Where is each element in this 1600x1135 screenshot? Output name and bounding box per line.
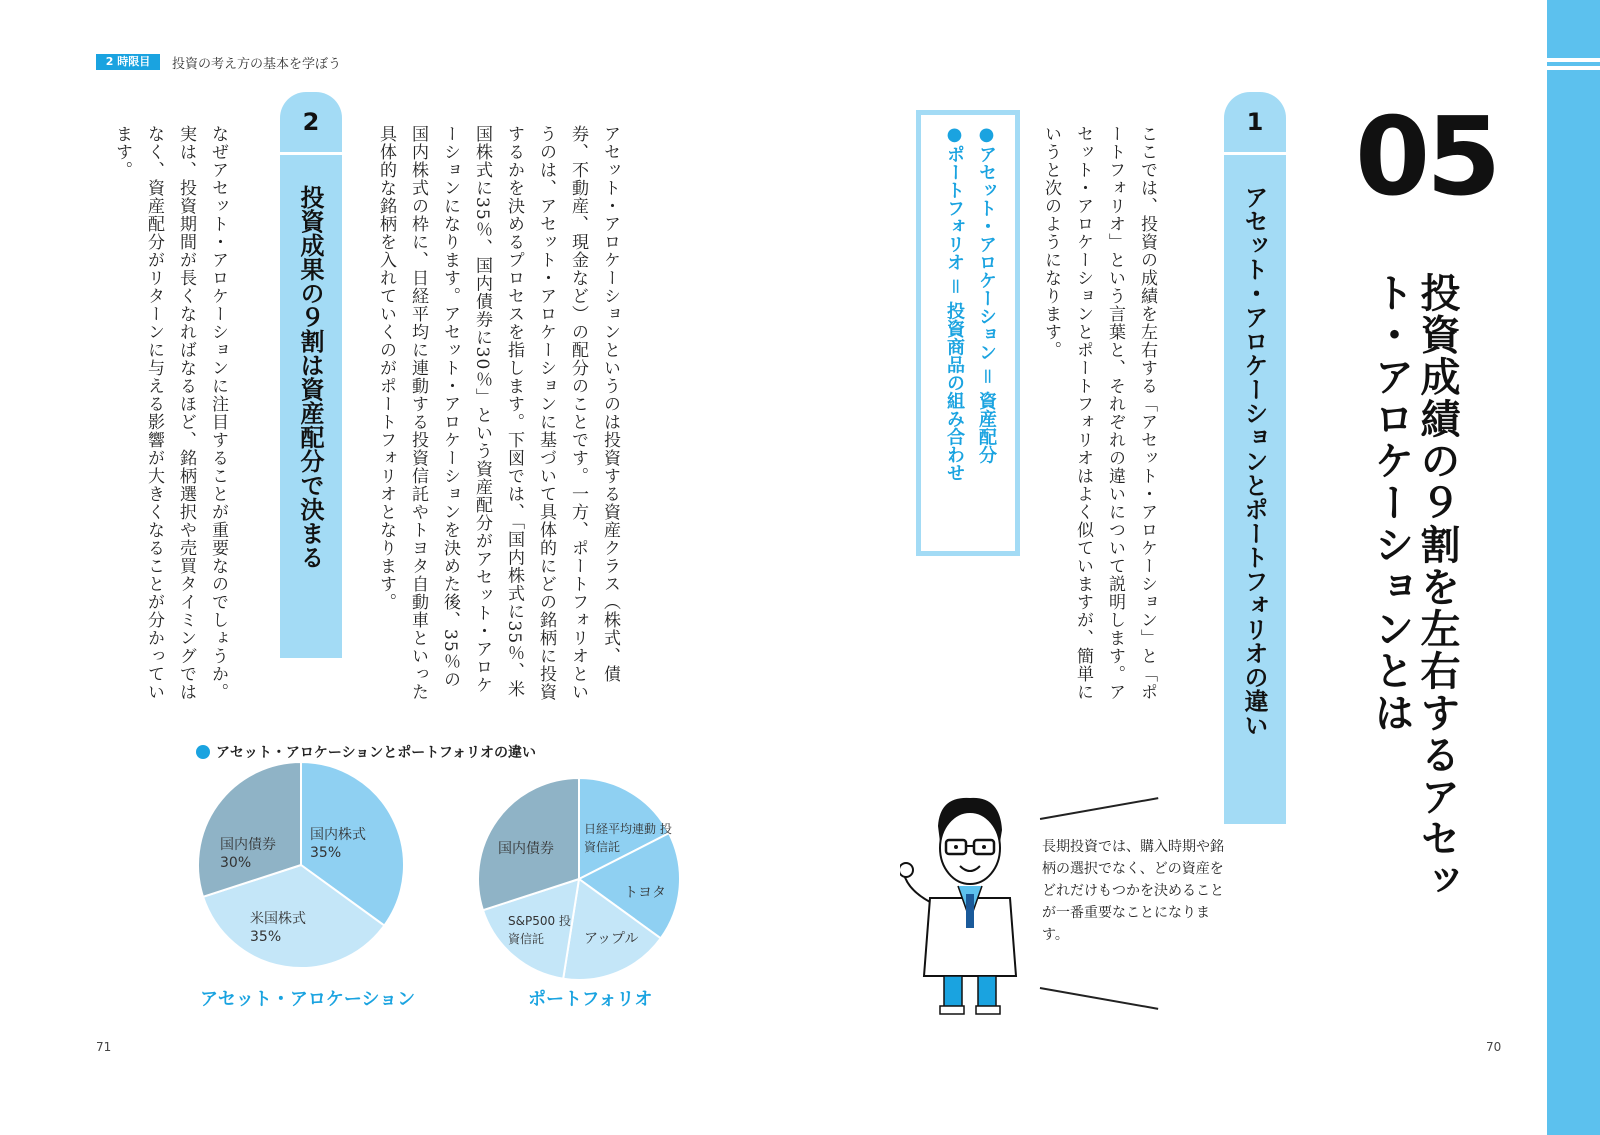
pie1-label-us-stock: 米国株式 35%: [250, 911, 306, 945]
edge-bar-top: [1547, 0, 1600, 58]
edge-bar-main: [1547, 70, 1600, 1135]
edge-bar-thin: [1547, 62, 1600, 66]
pie1-label-domestic-bond: 国内債券 30%: [220, 837, 276, 871]
pie2-label-apple: アップル: [584, 931, 639, 947]
doctor-speech-text: 長期投資では、購入時期や銘柄の選択でなく、どの資産をどれだけもつかを決めることが一番重要なことになります。: [1042, 839, 1224, 943]
chapter-badge: 2 時限目: [96, 54, 160, 70]
heading1-number: 1: [1246, 108, 1264, 136]
heading2-number: 2: [302, 108, 320, 136]
heading2-text: 投資成果の９割は資産配分で決まる: [296, 185, 324, 569]
heading1-text: アセット・アロケーションとポートフォリオの違い: [1240, 185, 1268, 737]
speech-line-top: [1040, 797, 1158, 819]
caption-bullet-icon: [196, 745, 210, 759]
heading2-divider: [280, 152, 342, 155]
pie2-label-domestic-bond: 国内債券: [498, 841, 554, 857]
doctor-illustration-icon: [900, 790, 1030, 1020]
pie1-label-domestic-stock: 国内株式 35%: [310, 827, 366, 861]
page-number-left: 71: [96, 1040, 112, 1054]
pie2-title: ポートフォリオ: [528, 989, 653, 1010]
definition-line-asset-allocation: ●アセット・アロケーション ＝ 資産配分: [976, 124, 997, 464]
pie2-label-toyota: トヨタ: [624, 885, 666, 901]
section-number: 05: [1355, 95, 1498, 220]
pie1-title: アセット・アロケーション: [200, 989, 416, 1010]
definition-line-portfolio: ●ポートフォリオ ＝ 投資商品の組み合わせ: [944, 124, 965, 482]
section-title: 投資成績の９割を左右するアセット・アロケーションとは: [1368, 272, 1460, 902]
pie2-label-sp500-fund: S&P500 投資信託: [508, 914, 571, 946]
speech-line-bottom: [1040, 987, 1158, 1009]
definition-text: [938, 124, 1002, 544]
heading1-divider: [1224, 152, 1286, 155]
intro-paragraph: ここでは、投資の成績を左右する「アセット・アロケーション」と「ポートフォリオ」という言葉と、それぞれの違いについて説明します。アセット・アロケーションとポートフォリオはよく似ていますが、簡単にいうと次のようになります。: [1041, 125, 1157, 701]
page-number-right: 70: [1486, 1040, 1502, 1054]
portfolio-pie: [476, 776, 682, 982]
chapter-title: 投資の考え方の基本を学ぼう: [172, 57, 342, 72]
chart-caption: アセット・アロケーションとポートフォリオの違い: [216, 745, 537, 761]
main-paragraph: アセット・アロケーションというのは投資する資産クラス（株式、債券、不動産、現金など）の配分のことです。一方、ポートフォリオというのは、アセット・アロケーションに基づいて具体的にどの銘柄に投資するかを決めるプロセスを指します。下図では、「国内株式に35％、米国株式に35％、国内債券に30％」という資産配分がアセット・アロケーションになります。アセット・アロケーションを決めた後、35％の国内株式の枠に、日経平均に連動する投資信託やトヨタ自動車といった具体的な銘柄を入れていくのがポートフォリオとなります。: [376, 125, 620, 701]
second-paragraph: なぜアセット・アロケーションに注目することが重要なのでしょうか。実は、投資期間が長くなればなるほど、銘柄選択や売買タイミングではなく、資産配分がリターンに与える影響が大きくなることが分かっています。: [112, 125, 228, 701]
pie2-label-nikkei-fund: 日経平均連動 投資信託: [584, 822, 672, 854]
